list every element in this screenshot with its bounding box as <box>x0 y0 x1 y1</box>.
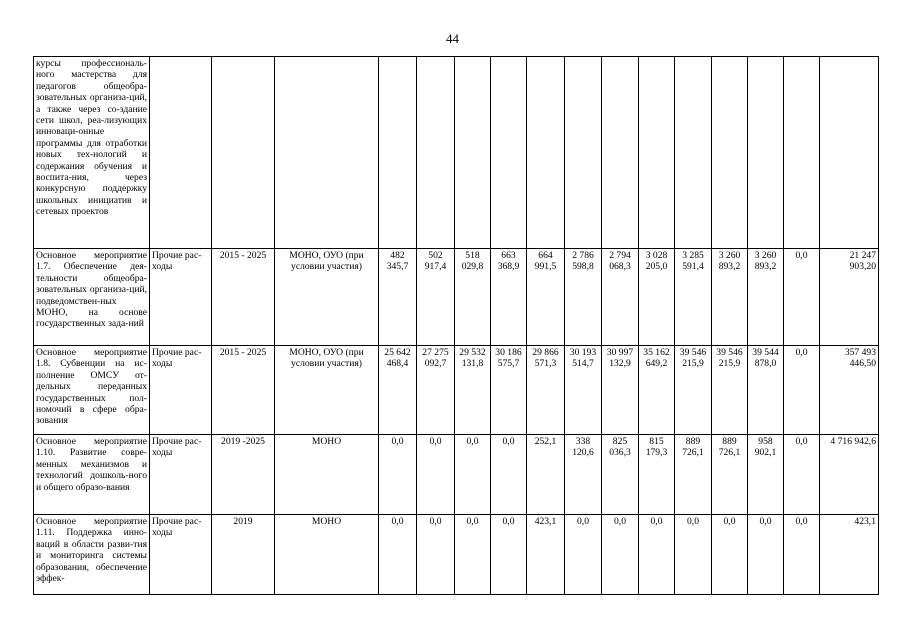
year-value-cell: 39 546 215,9 <box>712 346 748 435</box>
year-value-cell <box>565 57 602 249</box>
year-value-cell <box>455 57 491 249</box>
year-value-cell: 825 036,3 <box>602 435 639 515</box>
total-value-cell: 357 493 446,50 <box>820 346 879 435</box>
page-number: 44 <box>446 31 459 46</box>
period-cell: 2019 <box>212 515 275 595</box>
year-value-cell: 958 902,1 <box>748 435 784 515</box>
year-value-cell: 3 260 893,2 <box>712 249 748 346</box>
year-value-cell: 0,0 <box>748 515 784 595</box>
funding-source-cell: Прочие рас-ходы <box>150 346 212 435</box>
year-value-cell <box>639 57 675 249</box>
year-value-cell <box>379 57 417 249</box>
year-value-cell <box>491 57 527 249</box>
year-value-cell <box>527 57 565 249</box>
year-value-cell: 29 532 131,8 <box>455 346 491 435</box>
table-row <box>34 346 879 435</box>
total-value-cell: 21 247 903,20 <box>820 249 879 346</box>
year-value-cell <box>602 57 639 249</box>
executor-cell: МОНО <box>275 515 379 595</box>
year-value-cell: 423,1 <box>527 515 565 595</box>
year-value-cell: 0,0 <box>417 435 455 515</box>
year-value-cell: 2 786 598,8 <box>565 249 602 346</box>
executor-cell: МОНО, ОУО (при условии участия) <box>275 346 379 435</box>
year-value-cell: 0,0 <box>712 515 748 595</box>
total-value-cell <box>820 57 879 249</box>
activity-name-cell: Основное мероприятие 1.7. Обеспечение дея-тельности общеобра-зовательных организа-ций, подведомствен-ных МОНО, на основе государственных зада-ний <box>34 249 150 346</box>
year-value-cell: 482 345,7 <box>379 249 417 346</box>
year-value-cell: 0,0 <box>784 435 820 515</box>
year-value-cell: 30 186 575,7 <box>491 346 527 435</box>
period-cell <box>212 57 275 249</box>
year-value-cell: 0,0 <box>491 515 527 595</box>
funding-source-cell: Прочие рас-ходы <box>150 435 212 515</box>
activity-name-cell: Основное мероприятие 1.11. Поддержка инно-ваций в области разви-тия и мониторинга системы образования, обеспечение эффек- <box>34 515 150 595</box>
year-value-cell: 502 917,4 <box>417 249 455 346</box>
year-value-cell: 0,0 <box>379 435 417 515</box>
total-value-cell: 423,1 <box>820 515 879 595</box>
total-value-cell: 4 716 942,6 <box>820 435 879 515</box>
table-row <box>34 249 879 346</box>
table-row <box>34 515 879 595</box>
year-value-cell: 3 260 893,2 <box>748 249 784 346</box>
table-body <box>34 57 879 595</box>
year-value-cell: 35 162 649,2 <box>639 346 675 435</box>
table-row <box>34 57 879 249</box>
year-value-cell: 0,0 <box>379 515 417 595</box>
year-value-cell: 30 997 132,9 <box>602 346 639 435</box>
activity-name-cell: курсы профессиональ-ного мастерства для педагогов общеобра-зовательных организа-ций, а также через со-здание сети школ, реа-лизующих инноваци-онные программы для отработки новых тех-нологий и содержания обучения и воспита-ния, через конкурсную поддержку школьных инициатив и сетевых проектов <box>34 57 150 249</box>
executor-cell: МОНО, ОУО (при условии участия) <box>275 249 379 346</box>
table-row <box>34 435 879 515</box>
year-value-cell: 0,0 <box>675 515 712 595</box>
funding-source-cell <box>150 57 212 249</box>
period-cell: 2019 -2025 <box>212 435 275 515</box>
year-value-cell: 889 726,1 <box>675 435 712 515</box>
year-value-cell: 0,0 <box>491 435 527 515</box>
year-value-cell: 25 642 468,4 <box>379 346 417 435</box>
year-value-cell: 3 028 205,0 <box>639 249 675 346</box>
executor-cell: МОНО <box>275 435 379 515</box>
budget-table <box>33 56 879 595</box>
year-value-cell: 29 866 571,3 <box>527 346 565 435</box>
period-cell: 2015 - 2025 <box>212 346 275 435</box>
year-value-cell <box>748 57 784 249</box>
year-value-cell: 663 368,9 <box>491 249 527 346</box>
year-value-cell: 0,0 <box>639 515 675 595</box>
year-value-cell: 39 546 215,9 <box>675 346 712 435</box>
year-value-cell: 3 285 591,4 <box>675 249 712 346</box>
year-value-cell: 0,0 <box>602 515 639 595</box>
year-value-cell: 27 275 092,7 <box>417 346 455 435</box>
year-value-cell: 39 544 878,0 <box>748 346 784 435</box>
year-value-cell: 664 991,5 <box>527 249 565 346</box>
year-value-cell: 30 193 514,7 <box>565 346 602 435</box>
year-value-cell: 0,0 <box>455 515 491 595</box>
year-value-cell: 252,1 <box>527 435 565 515</box>
year-value-cell: 815 179,3 <box>639 435 675 515</box>
year-value-cell: 0,0 <box>417 515 455 595</box>
year-value-cell <box>417 57 455 249</box>
period-cell: 2015 - 2025 <box>212 249 275 346</box>
year-value-cell: 0,0 <box>784 515 820 595</box>
year-value-cell: 0,0 <box>565 515 602 595</box>
funding-source-cell: Прочие рас-ходы <box>150 515 212 595</box>
year-value-cell: 338 120,6 <box>565 435 602 515</box>
year-value-cell: 2 794 068,3 <box>602 249 639 346</box>
year-value-cell <box>784 57 820 249</box>
year-value-cell <box>712 57 748 249</box>
funding-source-cell: Прочие рас-ходы <box>150 249 212 346</box>
activity-name-cell: Основное мероприятие 1.8. Субвенции на ис-полнение ОМСУ от-дельных переданных государственных пол-номочий в сфере обра-зования <box>34 346 150 435</box>
year-value-cell: 0,0 <box>784 346 820 435</box>
year-value-cell: 0,0 <box>784 249 820 346</box>
year-value-cell: 518 029,8 <box>455 249 491 346</box>
year-value-cell: 0,0 <box>455 435 491 515</box>
activity-name-cell: Основное мероприятие 1.10. Развитие совре-менных механизмов и технологий дошколь-ного и общего образо-вания <box>34 435 150 515</box>
year-value-cell: 889 726,1 <box>712 435 748 515</box>
executor-cell <box>275 57 379 249</box>
year-value-cell <box>675 57 712 249</box>
